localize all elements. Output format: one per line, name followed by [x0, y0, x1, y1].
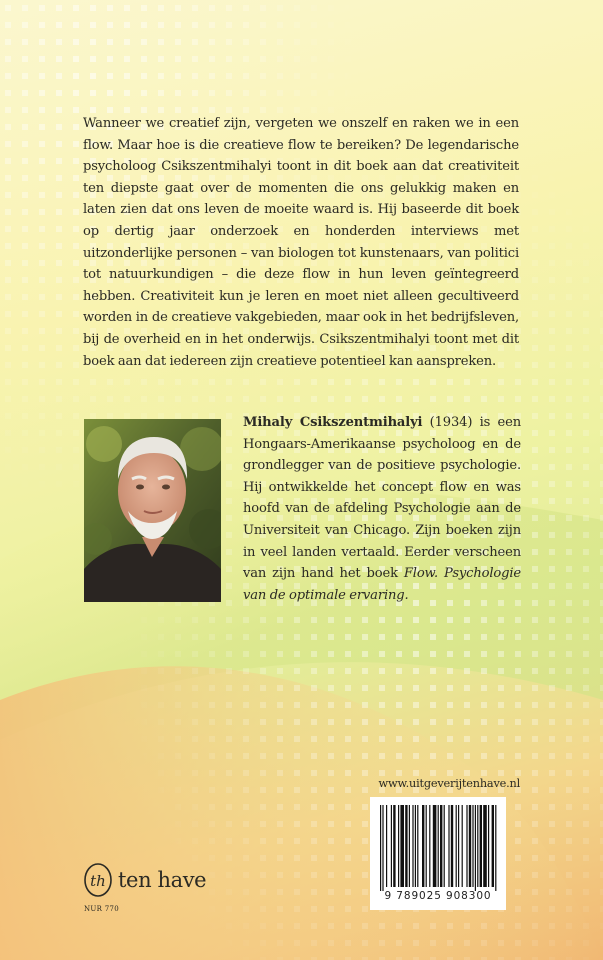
publisher-logo: [82, 861, 206, 899]
barcode-bar: [391, 805, 392, 887]
barcode-bar: [393, 805, 395, 887]
barcode-bar: [480, 805, 482, 887]
barcode-bar: [433, 805, 437, 887]
barcode-bar: [382, 805, 383, 891]
barcode-bar: [488, 805, 489, 887]
barcode-bar: [380, 805, 381, 891]
barcode-bar: [398, 805, 399, 887]
barcode-bar: [458, 805, 459, 887]
publisher-monogram-text: th: [90, 872, 106, 890]
barcode-bar: [462, 805, 463, 887]
barcode-bar: [412, 805, 413, 887]
isbn-number: 9 789025 908300: [384, 890, 492, 902]
barcode-bar: [483, 805, 487, 887]
author-bio-text: is een Hongaars-Amerikaanse psycholoog en de grondlegger van de positieve psychologie. Hij ontwikkelde het concept flow en was hoofd van de afdeling Psychologie aan de Universiteit van Chicago. Zijn boeken zijn in veel landen vertaald. Eerder verscheen van zijn hand het boek: [243, 415, 521, 582]
author-book-title: Flow. Psychologie van de optimale ervaring.: [243, 566, 522, 603]
barcode-bar: [405, 805, 407, 887]
barcode-bar: [422, 805, 424, 887]
publisher-name: ten have: [118, 868, 207, 892]
barcode-bar: [400, 805, 404, 887]
barcode-bar: [448, 805, 449, 887]
barcode-bar: [409, 805, 410, 887]
author-birth-year: (1934): [429, 415, 473, 430]
barcode-bar: [440, 805, 442, 887]
barcode-bar: [444, 805, 445, 887]
barcode-bar: [477, 805, 478, 887]
blurb-text: Wanneer we creatief zijn, vergeten we onszelf en raken we in een flow. Maar hoe is die creatieve flow te bereiken? De legendarische psycholoog Csikszentmihalyi toont in dit boek aan dat creativiteit ten diepste gaat over de momenten die ons gelukkig maken en laten zien dat ons leven de moeite waard is. Hij baseerde dit boek op dertig jaar onderzoek en honderden interviews met uitzonderlijke personen – van biologen tot kunstenaars, van politici tot natuurkundigen – die deze flow in hun leven geïntegreerd hebben. Creativiteit kun je leren en moet niet alleen gecultiveerd worden in de creatieve vakgebieden, maar ook in het bedrijfsleven, bij de overheid en in het onderwijs. Csikszentmihalyi toont met dit boek aan dat iedereen zijn creatieve potentieel kan aanspreken.: [83, 116, 519, 369]
barcode-bar: [495, 805, 496, 891]
barcode-bar: [438, 805, 439, 887]
barcode-bar: [426, 805, 427, 887]
barcode-bar: [417, 805, 418, 887]
barcode-bar: [415, 805, 416, 887]
barcode-bar: [386, 805, 387, 887]
barcode-bar: [492, 805, 494, 887]
isbn-barcode: [370, 797, 506, 910]
barcode-bar: [429, 805, 430, 887]
author-bio: [243, 412, 521, 606]
barcode-bar: [475, 805, 476, 891]
author-photo: [84, 419, 221, 602]
author-name: Mihaly Csikszentmihalyi: [243, 415, 423, 430]
barcode-bar: [451, 805, 453, 887]
barcode-bar: [466, 805, 467, 887]
publisher-website[interactable]: www.uitgeverijtenhave.nl: [378, 777, 520, 790]
barcode-bar: [469, 805, 471, 887]
barcode-bar: [472, 805, 473, 887]
publisher-monogram: [82, 862, 114, 898]
nur-code: NUR 770: [84, 905, 119, 913]
barcode-bar: [456, 805, 457, 887]
